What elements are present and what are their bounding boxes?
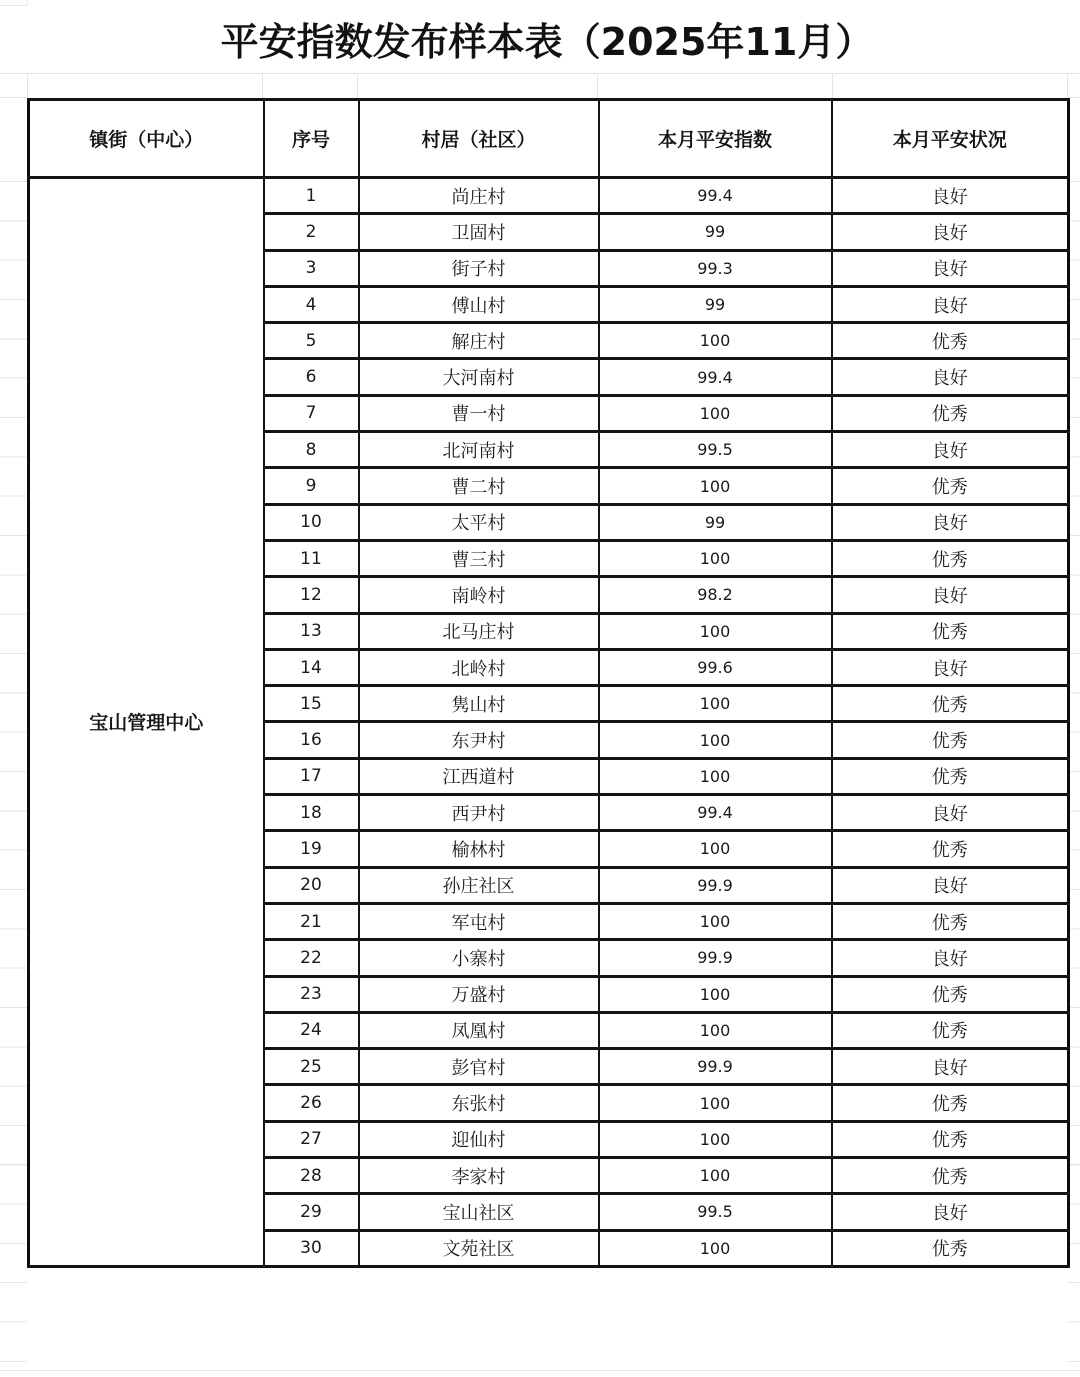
- serial-cell: 22: [264, 940, 359, 976]
- score-cell: 99.3: [599, 250, 832, 286]
- status-cell: 优秀: [832, 722, 1069, 758]
- gridline: [357, 74, 358, 98]
- gridline: [597, 74, 598, 98]
- status-cell: 优秀: [832, 468, 1069, 504]
- score-cell: 100: [599, 1085, 832, 1121]
- serial-cell: 27: [264, 1121, 359, 1157]
- village-cell: 宝山社区: [359, 1194, 599, 1230]
- status-cell: 优秀: [832, 1158, 1069, 1194]
- village-cell: 榆林村: [359, 831, 599, 867]
- status-cell: 优秀: [832, 323, 1069, 359]
- score-cell: 100: [599, 686, 832, 722]
- header-village: 村居（社区）: [359, 100, 599, 178]
- village-cell: 傅山村: [359, 286, 599, 322]
- score-cell: 99.9: [599, 1049, 832, 1085]
- status-cell: 良好: [832, 432, 1069, 468]
- score-cell: 100: [599, 722, 832, 758]
- score-cell: 100: [599, 613, 832, 649]
- village-cell: 北河南村: [359, 432, 599, 468]
- village-cell: 军屯村: [359, 903, 599, 939]
- gridline: [0, 1370, 1080, 1371]
- safety-index-table: [27, 98, 1070, 1268]
- status-cell: 优秀: [832, 1121, 1069, 1157]
- page-title: 平安指数发布样本表（2025年11月）: [220, 20, 874, 64]
- village-cell: 万盛村: [359, 976, 599, 1012]
- serial-cell: 26: [264, 1085, 359, 1121]
- status-cell: 良好: [832, 250, 1069, 286]
- village-cell: 彭官村: [359, 1049, 599, 1085]
- gridline: [27, 74, 28, 98]
- village-cell: 文苑社区: [359, 1230, 599, 1266]
- status-cell: 良好: [832, 214, 1069, 250]
- serial-cell: 1: [264, 178, 359, 214]
- serial-cell: 30: [264, 1230, 359, 1266]
- status-cell: 良好: [832, 178, 1069, 214]
- serial-cell: 14: [264, 649, 359, 685]
- serial-cell: 24: [264, 1012, 359, 1048]
- village-cell: 曹二村: [359, 468, 599, 504]
- village-cell: 江西道村: [359, 758, 599, 794]
- village-cell: 大河南村: [359, 359, 599, 395]
- status-cell: 优秀: [832, 1085, 1069, 1121]
- village-cell: 东尹村: [359, 722, 599, 758]
- gridline: [0, 73, 1080, 74]
- serial-cell: 5: [264, 323, 359, 359]
- status-cell: 优秀: [832, 831, 1069, 867]
- village-cell: 太平村: [359, 504, 599, 540]
- serial-cell: 2: [264, 214, 359, 250]
- serial-cell: 10: [264, 504, 359, 540]
- status-cell: 优秀: [832, 1230, 1069, 1266]
- serial-cell: 3: [264, 250, 359, 286]
- status-cell: 良好: [832, 867, 1069, 903]
- serial-cell: 15: [264, 686, 359, 722]
- score-cell: 99: [599, 286, 832, 322]
- serial-cell: 12: [264, 577, 359, 613]
- serial-cell: 28: [264, 1158, 359, 1194]
- status-cell: 良好: [832, 286, 1069, 322]
- village-cell: 孙庄社区: [359, 867, 599, 903]
- village-cell: 西尹村: [359, 795, 599, 831]
- status-cell: 优秀: [832, 903, 1069, 939]
- score-cell: 99.9: [599, 940, 832, 976]
- score-cell: 100: [599, 976, 832, 1012]
- score-cell: 99.5: [599, 432, 832, 468]
- score-cell: 100: [599, 323, 832, 359]
- village-cell: 北岭村: [359, 649, 599, 685]
- status-cell: 良好: [832, 795, 1069, 831]
- status-cell: 良好: [832, 577, 1069, 613]
- score-cell: 100: [599, 540, 832, 576]
- header-serial: 序号: [264, 100, 359, 178]
- status-cell: 良好: [832, 1194, 1069, 1230]
- status-cell: 良好: [832, 359, 1069, 395]
- center-cell: 宝山管理中心: [29, 178, 264, 1267]
- gridline: [0, 5, 27, 6]
- score-cell: 99.6: [599, 649, 832, 685]
- serial-cell: 9: [264, 468, 359, 504]
- serial-cell: 18: [264, 795, 359, 831]
- village-cell: 解庄村: [359, 323, 599, 359]
- gridline: [832, 74, 833, 98]
- score-cell: 100: [599, 758, 832, 794]
- gridline: [0, 97, 27, 98]
- score-cell: 100: [599, 468, 832, 504]
- village-cell: 李家村: [359, 1158, 599, 1194]
- score-cell: 100: [599, 1158, 832, 1194]
- village-cell: 东张村: [359, 1085, 599, 1121]
- status-cell: 优秀: [832, 540, 1069, 576]
- gridline: [1067, 74, 1068, 98]
- status-cell: 优秀: [832, 758, 1069, 794]
- village-cell: 隽山村: [359, 686, 599, 722]
- serial-cell: 8: [264, 432, 359, 468]
- score-cell: 99.9: [599, 867, 832, 903]
- serial-cell: 25: [264, 1049, 359, 1085]
- score-cell: 99.4: [599, 359, 832, 395]
- serial-cell: 20: [264, 867, 359, 903]
- header-town-center: 镇街（中心）: [29, 100, 264, 178]
- header-row: [29, 100, 1069, 178]
- score-cell: 98.2: [599, 577, 832, 613]
- serial-cell: 4: [264, 286, 359, 322]
- village-cell: 凤凰村: [359, 1012, 599, 1048]
- header-index: 本月平安指数: [599, 100, 832, 178]
- score-cell: 100: [599, 903, 832, 939]
- score-cell: 99.4: [599, 795, 832, 831]
- status-cell: 良好: [832, 940, 1069, 976]
- status-cell: 良好: [832, 504, 1069, 540]
- village-cell: 曹一村: [359, 395, 599, 431]
- serial-cell: 17: [264, 758, 359, 794]
- header-status: 本月平安状况: [832, 100, 1069, 178]
- score-cell: 99.4: [599, 178, 832, 214]
- left-gridline-strip: [0, 181, 27, 1362]
- serial-cell: 19: [264, 831, 359, 867]
- serial-cell: 29: [264, 1194, 359, 1230]
- score-cell: 100: [599, 831, 832, 867]
- serial-cell: 16: [264, 722, 359, 758]
- serial-cell: 21: [264, 903, 359, 939]
- village-cell: 北马庄村: [359, 613, 599, 649]
- table-row: [29, 178, 1069, 214]
- status-cell: 优秀: [832, 1012, 1069, 1048]
- village-cell: 小寨村: [359, 940, 599, 976]
- status-cell: 优秀: [832, 395, 1069, 431]
- village-cell: 卫固村: [359, 214, 599, 250]
- score-cell: 99.5: [599, 1194, 832, 1230]
- status-cell: 优秀: [832, 686, 1069, 722]
- status-cell: 优秀: [832, 976, 1069, 1012]
- serial-cell: 7: [264, 395, 359, 431]
- score-cell: 100: [599, 1230, 832, 1266]
- village-cell: 南岭村: [359, 577, 599, 613]
- score-cell: 99: [599, 504, 832, 540]
- score-cell: 100: [599, 1121, 832, 1157]
- status-cell: 优秀: [832, 613, 1069, 649]
- village-cell: 街子村: [359, 250, 599, 286]
- status-cell: 良好: [832, 649, 1069, 685]
- score-cell: 100: [599, 395, 832, 431]
- serial-cell: 6: [264, 359, 359, 395]
- village-cell: 迎仙村: [359, 1121, 599, 1157]
- score-cell: 100: [599, 1012, 832, 1048]
- status-cell: 良好: [832, 1049, 1069, 1085]
- village-cell: 曹三村: [359, 540, 599, 576]
- serial-cell: 23: [264, 976, 359, 1012]
- serial-cell: 13: [264, 613, 359, 649]
- serial-cell: 11: [264, 540, 359, 576]
- village-cell: 尚庄村: [359, 178, 599, 214]
- score-cell: 99: [599, 214, 832, 250]
- gridline: [262, 74, 263, 98]
